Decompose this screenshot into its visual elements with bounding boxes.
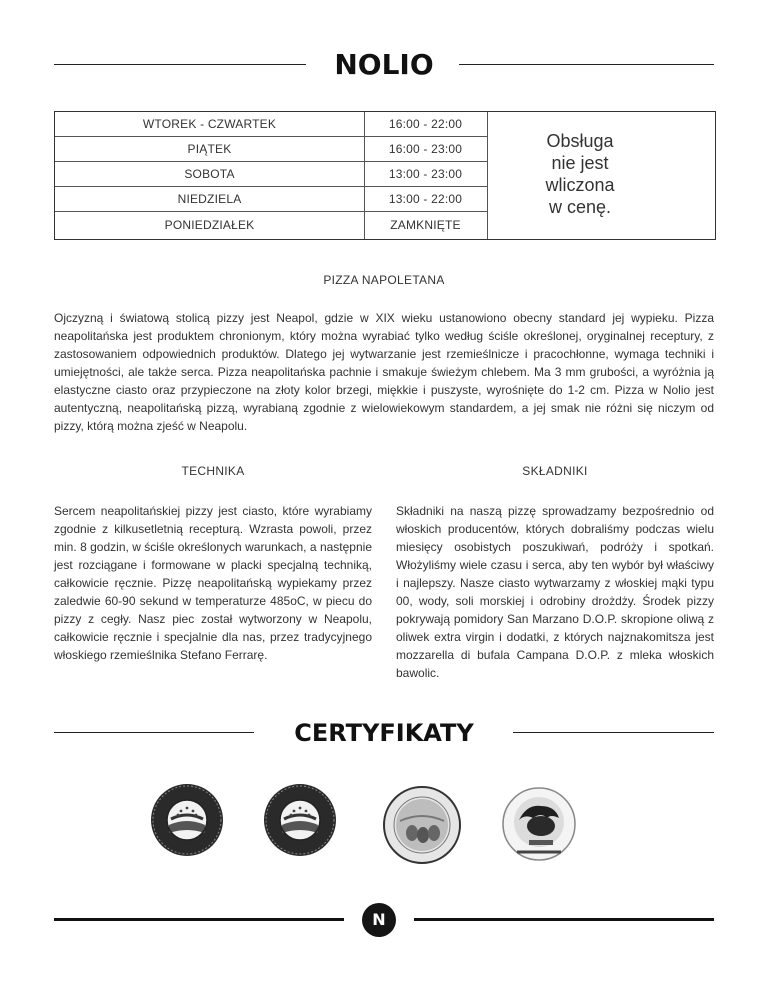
hours-day: SOBOTA (184, 167, 235, 181)
nolio-n-logo: N (362, 903, 396, 937)
footer-rule-right (414, 918, 714, 921)
mozzarella-seal-icon (501, 784, 577, 868)
column-divider (487, 112, 488, 239)
pizza-paragraph: Ojczyzną i światową stolicą pizzy jest Neapol, gdzie w XIX wieku ustanowiono obecny standard jej wypieku. Pizza neapolitańska jest produktem chronionym, który można wyrabiać tylko według ściśle określonej, oryginalnej receptury, z zastosowaniem odpowiednich produktów. Dlatego jej wytwarzanie jest rzemieślnicze i pracochłonne, wymaga techniki i umiejętności, ale także serca. Pizza neapolitańska pachnie i smakuje świeżym chlebem. Ma 3 mm grubości, a wyróżnia ją elastyczne ciasto oraz przypieczone na złoty kolor brzegi, miękkie i puszyste, wyrośnięte do 1-2 cm. Pizza w Nolio jest autentyczną, neapolitańską pizzą, wyrabianą zgodnie z wielowiekowym standardem, a jej smak nie różni się niczym od pizzy, którą można zjeść w Neapolu. (54, 311, 714, 433)
hours-row (55, 213, 487, 238)
hours-time: 16:00 - 22:00 (388, 117, 463, 131)
footer-rule-left (54, 918, 344, 921)
hours-row (55, 112, 487, 137)
hours-day: PONIEDZIAŁEK (164, 218, 255, 232)
san-marzano-seal-icon (382, 783, 462, 867)
ingredients-section-title: SKŁADNIKI (522, 464, 588, 478)
hours-time: 13:00 - 23:00 (388, 167, 463, 181)
hours-time: ZAMKNIĘTE (390, 218, 461, 232)
hours-day: WTOREK - CZWARTEK (142, 117, 277, 131)
header-rule-right (459, 64, 714, 65)
hours-row (55, 137, 487, 162)
hours-row (55, 162, 487, 187)
hours-time: 16:00 - 23:00 (388, 142, 463, 156)
service-note-line: nie jest (551, 153, 609, 173)
technique-section-title: TECHNIKA (181, 464, 245, 478)
column-divider (364, 112, 365, 239)
ingredients-paragraph: Składniki na naszą pizzę sprowadzamy bezpośrednio od włoskich producentów, których dobraliśmy podczas wielu miesięcy osobistych poszukiwań, podróży i spotkań. Włożyliśmy wiele czasu i serca, aby ten wybór był właściwy i najlepszy. Nasze ciasto wytwarzamy z włoskiej mąki typu 00, wody, soli morskiej i odrobiny drożdży. Środek pizzy pokrywają pomidory San Marzano D.O.P. skropione oliwą z oliwek extra virgin i dodatki, z których najznakomitsza jest mozzarella di bufala Campana D.O.P. z mleka włoskich bawolic. (396, 504, 714, 680)
service-note-line: wliczona (545, 175, 615, 195)
service-note-line: Obsługa (546, 131, 614, 151)
hours-day: NIEDZIELA (177, 192, 242, 206)
pizza-section-title: PIZZA NAPOLETANA (323, 273, 445, 287)
technique-paragraph: Sercem neapolitańskiej pizzy jest ciasto, które wyrabiamy zgodnie z kilkusetletnią recepturą. Wzrasta powoli, przez min. 8 godzin, w ściśle określonych warunkach, a następnie jest rozciągane i formowane w placki specjalną techniką, całkowicie ręcznie. Pizzę neapolitańską wypiekamy przez zaledwie 60-90 sekund w temperaturze 485oC, w piecu do pizzy z cegły. Nasz piec został wytworzony w Neapolu, całkowicie ręcznie i specjalnie dla nas, przez tradycyjnego włoskiego rzemieślnika Stefano Ferrarę. (54, 504, 372, 662)
certificates-title: CERTYFIKATY (294, 719, 474, 747)
page-title: NOLIO (334, 48, 434, 81)
hours-day: PIĄTEK (187, 142, 232, 156)
service-charge-note (500, 130, 660, 218)
pdo-seal-icon (147, 777, 227, 863)
hours-time: 13:00 - 22:00 (388, 192, 463, 206)
row-divider (55, 211, 487, 212)
certificates-rule-right (513, 732, 714, 733)
hours-row (55, 187, 487, 212)
pgi-seal-icon (260, 777, 340, 863)
service-note-line: w cenę. (548, 197, 612, 217)
